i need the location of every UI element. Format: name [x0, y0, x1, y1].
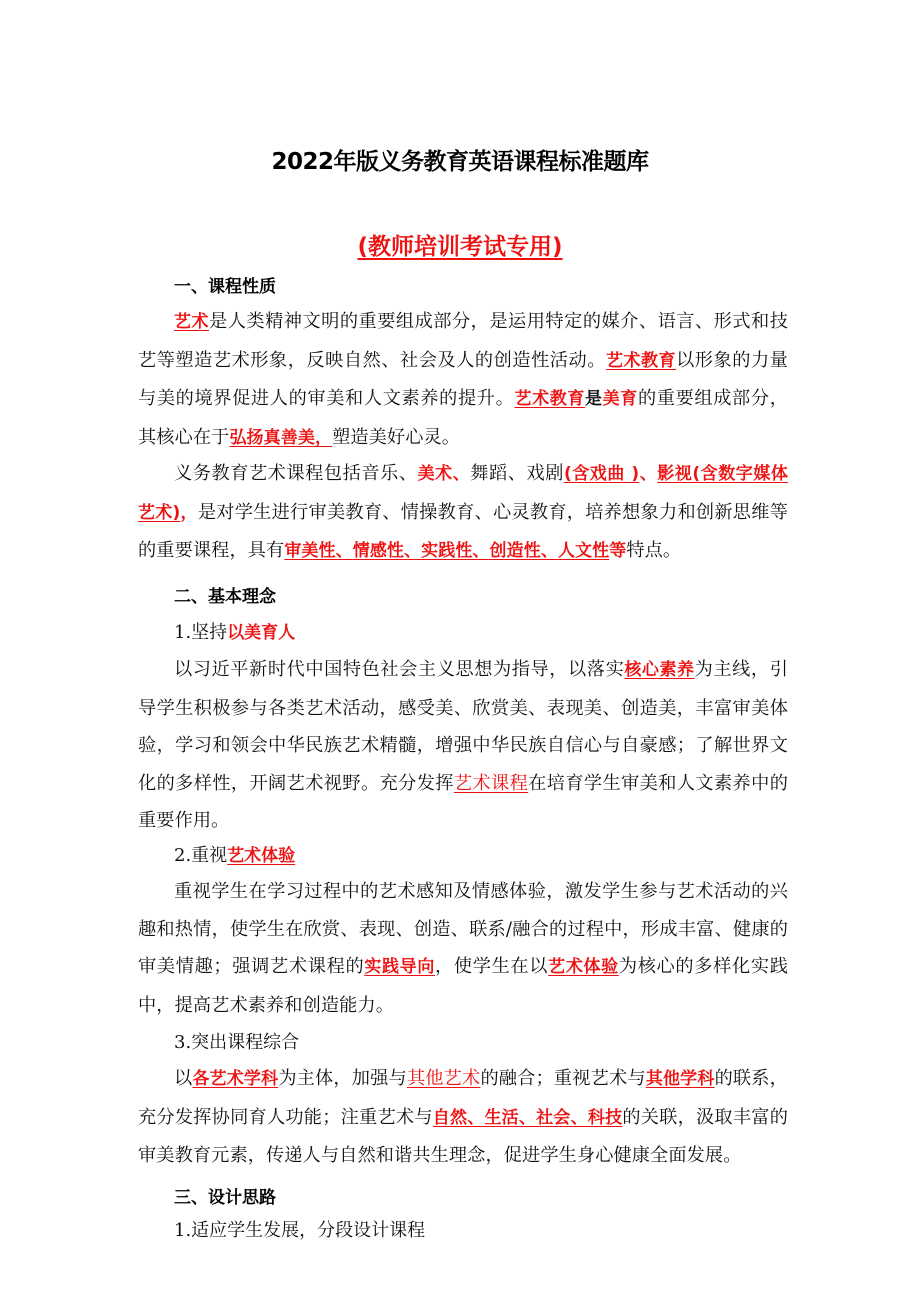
text-run: 特点。 [626, 540, 682, 561]
text-run: 在培育学生审美和人文素养中的重要作用。 [138, 772, 789, 831]
text-run: 为主体，加强与 [278, 1068, 407, 1089]
highlighted-term: 创造性、 [489, 541, 558, 561]
highlighted-term: 艺术课程 [453, 772, 529, 794]
highlighted-term: 美育 [602, 389, 638, 409]
highlighted-term: 各艺术学科 [192, 1069, 279, 1089]
text-run: 是对学生进行审美教育、情操教育、心灵教育，培养想象力和创新思维等的重要课程，具有 [138, 501, 788, 561]
section-heading-philosophy: 二、基本理念 [174, 587, 276, 607]
text-run: 为主线，引导学生积极参与各类艺术活动，感受美、欣赏美、表现美、创造美，丰富审美体验，学习和领会中华民族艺术精髓，增强中华民族自信心与自豪感；了解世界文化的多样性，开阔艺术视野。充分发挥 [138, 659, 788, 794]
text-run: 的融合；重视艺术与 [480, 1068, 646, 1089]
text-run: 塑造美好心灵。 [332, 426, 461, 448]
highlighted-term: 弘扬真善美， [229, 427, 333, 448]
paragraph-philosophy-3 [138, 1060, 788, 1175]
text-run: 义务教育艺术课程包括音乐、 [174, 463, 418, 484]
text-run: 的关联，汲取丰富的审美教育元素，传递人与自然和谐共生理念，促进学生身心健康全面发展。 [138, 1106, 788, 1166]
section-heading-nature: 一、课程性质 [174, 277, 276, 297]
paragraph-nature-2 [138, 455, 788, 571]
highlighted-term: 艺术体验 [548, 957, 619, 977]
highlighted-term: 美术、 [417, 464, 471, 484]
paragraph-philosophy-1 [138, 651, 788, 840]
highlighted-term: ， [180, 502, 198, 523]
highlighted-term: 实践导向 [364, 957, 435, 977]
highlighted-term: 实践性、 [421, 541, 490, 561]
highlighted-term: 情感性、 [352, 541, 422, 561]
text-run: ，使学生在以 [435, 956, 549, 977]
subsection-label-1-highlight: 以美育人 [227, 623, 296, 643]
highlighted-term: 审美性、 [284, 541, 353, 561]
text-run: 以形象的力量与美的境界促进人的审美和人文素养的提升。 [138, 349, 788, 409]
text-run: 的重要组成部分，其核心在于 [138, 388, 788, 448]
paragraph-nature-1 [138, 303, 788, 457]
highlighted-term: 等 [609, 541, 627, 561]
section-heading-design: 三、设计思路 [174, 1188, 276, 1208]
highlighted-term: 核心素养 [624, 660, 695, 680]
document-subtitle: (教师培训考试专用) [357, 234, 563, 260]
text-run: 重视学生在学习过程中的艺术感知及情感体验，激发学生参与艺术活动的兴趣和热情，使学生在欣赏、表现、创造、联系/融合的过程中，形成丰富、健康的审美情趣；强调艺术课程的 [138, 881, 788, 977]
text-run: 为核心的多样化实践中，提高艺术素养和创造能力。 [138, 956, 788, 1016]
highlighted-term: 其他学科 [645, 1069, 715, 1089]
highlighted-term: (含戏曲 ) [563, 464, 640, 484]
text-run: 舞蹈、戏剧 [470, 463, 564, 484]
highlighted-term: 艺术教育 [605, 350, 677, 371]
document-title: 2022年版义务教育英语课程标准题库 [271, 149, 649, 175]
paragraph-philosophy-2 [138, 873, 788, 1024]
text-run: 的联系，充分发挥协同育人功能；注重艺术与 [138, 1068, 788, 1128]
highlighted-term: 人文性 [557, 541, 610, 561]
subsection-label-2: 2.重视艺术体验 [174, 845, 296, 866]
text-run: 是 [585, 389, 603, 409]
subsection-label-1: 1.坚持以美育人 [174, 622, 296, 643]
text-run: 是人类精神文明的重要组成部分，是运用特定的媒介、语言、形式和技艺等塑造艺术形象，反映自然、社会及人的创造性活动。 [138, 311, 788, 371]
highlighted-term: 其他艺术 [406, 1068, 481, 1089]
highlighted-term: 自然、生活、社会、科技 [432, 1107, 623, 1128]
subsection-label-2-highlight: 艺术体验 [227, 846, 296, 866]
highlighted-term: 艺术教育 [514, 389, 586, 409]
highlighted-term: 艺术 [174, 312, 210, 332]
subsection-label-design-1: 1.适应学生发展，分段设计课程 [174, 1220, 426, 1241]
highlighted-term: 、 [639, 464, 658, 484]
text-run: 以习近平新时代中国特色社会主义思想为指导，以落实 [174, 659, 625, 680]
text-run: 以 [174, 1068, 193, 1089]
highlighted-term: 影视(含数字媒体艺术) [138, 464, 788, 523]
subsection-label-3: 3.突出课程综合 [174, 1032, 300, 1053]
